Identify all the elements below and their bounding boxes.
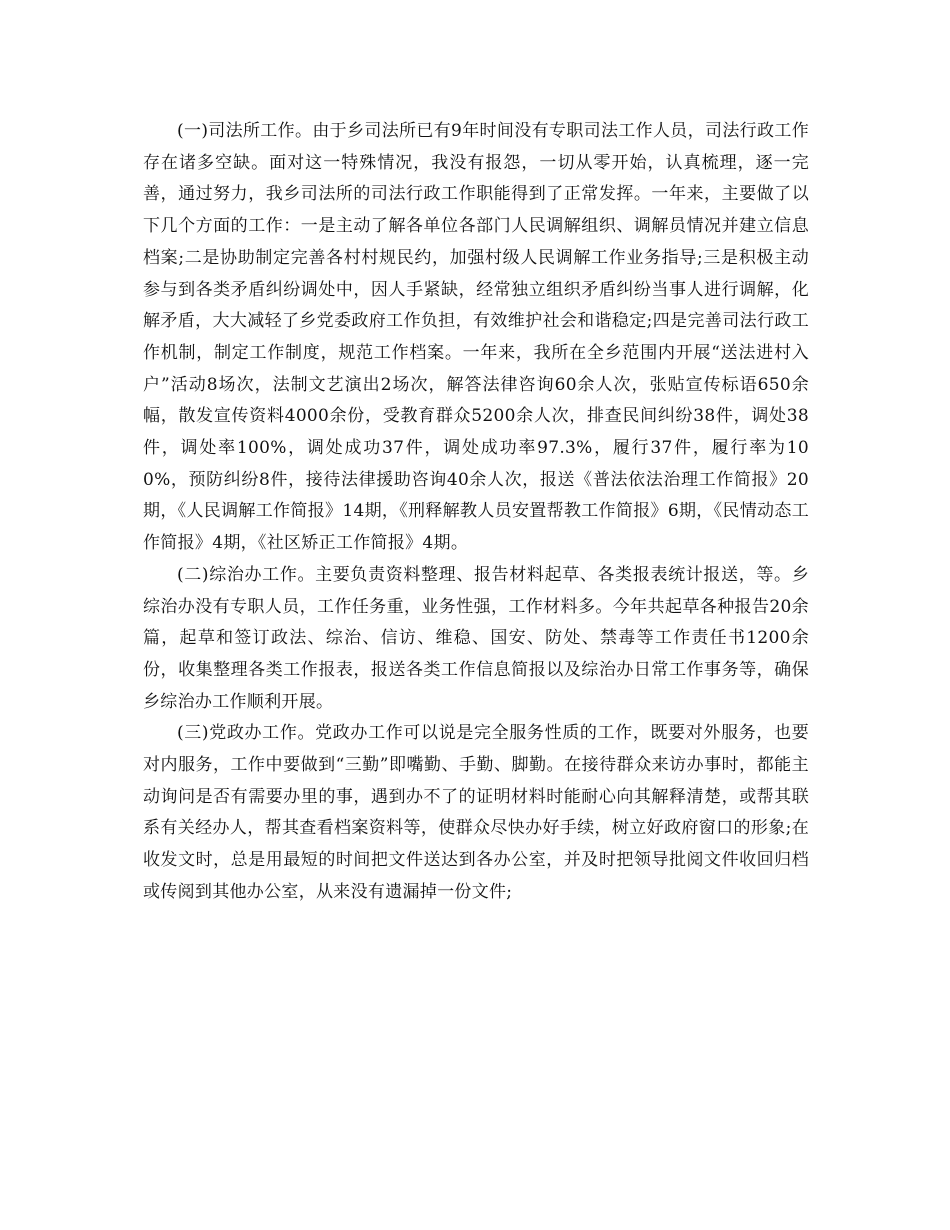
paragraph-party-government-office: (三)党政办工作。党政办工作可以说是完全服务性质的工作，既要对外服务，也要对内服务，工作中要做到“三勤”即嘴勤、手勤、脚勤。在接待群众来访办事时，都能主动询问是否有需要办里的事，遇到办不了的证明材料时能耐心向其解释清楚，或帮其联系有关经办人，帮其查看档案资料等，使群众尽快办好手续，树立好政府窗口的形象;在收发文时，总是用最短的时间把文件送达到各办公室，并及时把领导批阅文件收回归档或传阅到其他办公室，从来没有遗漏掉一份文件; — [143, 723, 809, 902]
document-body — [143, 116, 809, 909]
paragraph-judicial-office: (一)司法所工作。由于乡司法所已有9年时间没有专职司法工作人员，司法行政工作存在诸多空缺。面对这一特殊情况，我没有报怨，一切从零开始，认真梳理，逐一完善，通过努力，我乡司法所的司法行政工作职能得到了正常发挥。一年来，主要做了以下几个方面的工作：一是主动了解各单位各部门人民调解组织、调解员情况并建立信息档案;二是协助制定完善各村村规民约，加强村级人民调解工作业务指导;三是积极主动参与到各类矛盾纠纷调处中，因人手紧缺，经常独立组织矛盾纠纷当事人进行调解，化解矛盾，大大减轻了乡党委政府工作负担，有效维护社会和谐稳定;四是完善司法行政工作机制，制定工作制度，规范工作档案。一年来，我所在全乡范围内开展“送法进村入户”活动8场次，法制文艺演出2场次，解答法律咨询60余人次，张贴宣传标语650余幅，散发宣传资料4000余份，受教育群众5200余人次，排查民间纠纷38件，调处38件，调处率100%，调处成功37件，调处成功率97.3%，履行37件，履行率为100%，预防纠纷8件，接待法律援助咨询40余人次，报送《普法依法治理工作简报》20期，《人民调解工作简报》14期，《刑释解教人员安置帮教工作简报》6期，《民情动态工作简报》4期，《社区矫正工作简报》4期。 — [143, 121, 809, 554]
paragraph-comprehensive-governance-office: (二)综治办工作。主要负责资料整理、报告材料起草、各类报表统计报送，等。乡综治办没有专职人员，工作任务重，业务性强，工作材料多。今年共起草各种报告20余篇，起草和签订政法、综治、信访、维稳、国安、防处、禁毒等工作责任书1200余份，收集整理各类工作报表，报送各类工作信息简报以及综治办日常工作事务等，确保乡综治办工作顺利开展。 — [143, 564, 809, 712]
